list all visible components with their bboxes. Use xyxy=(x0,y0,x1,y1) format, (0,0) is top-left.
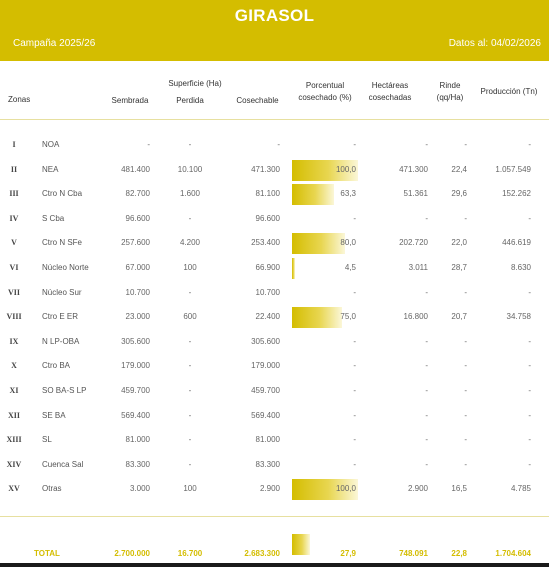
sembrada-value: 81.000 xyxy=(125,435,150,445)
perdida-value: 600 xyxy=(183,312,197,322)
total-produccion: 1.704.604 xyxy=(495,549,531,558)
pct-value: - xyxy=(353,361,356,371)
total-divider xyxy=(0,516,549,517)
col-header-cosechable: Cosechable xyxy=(236,96,279,105)
pct-value: 80,0 xyxy=(340,238,356,248)
col-header-produccion: Producción (Tn) xyxy=(480,87,538,96)
zone-name: S Cba xyxy=(42,213,65,223)
pct-value: - xyxy=(353,287,356,297)
produccion-value: 34.758 xyxy=(506,312,531,322)
produccion-value: - xyxy=(528,336,531,346)
rinde-value: - xyxy=(464,336,467,346)
col-header-hectareas-line1: Hectáreas xyxy=(371,81,409,90)
cosechable-value: 179.000 xyxy=(251,361,280,371)
cosechable-value: 305.600 xyxy=(251,336,280,346)
zone-name: NEA xyxy=(42,164,59,174)
produccion-value: - xyxy=(528,410,531,420)
sembrada-value: 179.000 xyxy=(121,361,150,371)
sembrada-value: 481.400 xyxy=(121,164,150,174)
col-header-porcentual xyxy=(290,80,360,104)
rinde-value: - xyxy=(464,287,467,297)
produccion-value: 4.785 xyxy=(510,484,531,494)
pct-value: 75,0 xyxy=(340,312,356,322)
hectareas-value: - xyxy=(425,140,428,149)
row-number: VII xyxy=(7,287,20,297)
perdida-value: - xyxy=(188,410,192,420)
row-number: VI xyxy=(9,263,19,272)
pct-value: - xyxy=(353,410,356,420)
perdida-value: 100 xyxy=(183,263,197,272)
pct-value: 4,5 xyxy=(344,263,356,272)
hectareas-value: - xyxy=(425,435,428,445)
col-header-rinde-line2: (qq/Ha) xyxy=(436,93,464,102)
rinde-value: - xyxy=(464,213,467,223)
row-number: XI xyxy=(9,386,19,395)
produccion-value: 446.619 xyxy=(502,238,531,248)
zone-name: SE BA xyxy=(42,410,66,420)
total-hectareas: 748.091 xyxy=(399,549,428,558)
total-cosechable: 2.683.300 xyxy=(244,549,280,558)
rinde-value: 28,7 xyxy=(451,263,467,272)
row-number: I xyxy=(12,140,16,149)
cosechable-value: 10.700 xyxy=(255,287,280,297)
pct-value: 100,0 xyxy=(335,484,356,494)
sembrada-value: 82.700 xyxy=(125,189,150,199)
sembrada-value: 23.000 xyxy=(125,312,150,322)
zone-name: Cuenca Sal xyxy=(42,459,84,469)
cosechable-value: 83.300 xyxy=(255,459,280,469)
col-header-zonas: Zonas xyxy=(8,95,31,104)
rinde-value: - xyxy=(464,410,467,420)
row-number: XIV xyxy=(6,459,22,469)
hectareas-value: - xyxy=(425,410,428,420)
total-perdida: 16.700 xyxy=(177,549,203,558)
produccion-value: - xyxy=(528,386,531,395)
sembrada-value: 96.600 xyxy=(125,213,150,223)
hectareas-value: 16.800 xyxy=(403,312,428,322)
zone-name: Ctro N SFe xyxy=(42,238,83,248)
zone-name: Ctro E ER xyxy=(42,312,79,322)
rinde-value: 16,5 xyxy=(451,484,467,494)
rinde-value: 20,7 xyxy=(451,312,467,322)
produccion-value: - xyxy=(528,361,531,371)
perdida-value: 100 xyxy=(183,484,197,494)
sembrada-value: 569.400 xyxy=(121,410,150,420)
produccion-value: - xyxy=(528,435,531,445)
sembrada-value: 459.700 xyxy=(121,386,150,395)
row-number: III xyxy=(9,189,19,199)
hectareas-value: 51.361 xyxy=(403,189,428,199)
perdida-value: - xyxy=(188,459,192,469)
sembrada-value: 10.700 xyxy=(125,287,150,297)
perdida-value: - xyxy=(188,386,192,395)
col-header-rinde-line1: Rinde xyxy=(439,81,461,90)
produccion-value: 1.057.549 xyxy=(495,164,531,174)
sembrada-value: 67.000 xyxy=(125,263,150,272)
pct-value: - xyxy=(353,336,356,346)
hectareas-value: 471.300 xyxy=(399,164,428,174)
sembrada-value: 3.000 xyxy=(129,484,150,494)
pct-value: - xyxy=(353,140,356,149)
zone-name: Núcleo Norte xyxy=(42,263,89,272)
data-date-label: Datos al: 04/02/2026 xyxy=(448,38,541,49)
cosechable-value: 459.700 xyxy=(251,386,280,395)
sembrada-value: - xyxy=(147,140,150,149)
hectareas-value: 2.900 xyxy=(407,484,428,494)
cosechable-value: 569.400 xyxy=(251,410,280,420)
perdida-value: - xyxy=(188,336,192,346)
hectareas-value: - xyxy=(425,336,428,346)
cosechable-value: 22.400 xyxy=(255,312,280,322)
row-number: XV xyxy=(8,484,20,494)
cosechable-value: 81.000 xyxy=(255,435,280,445)
zone-name: NOA xyxy=(42,140,60,149)
total-label: TOTAL xyxy=(34,549,60,558)
perdida-value: 4.200 xyxy=(179,238,201,248)
pct-value: - xyxy=(353,435,356,445)
sembrada-value: 83.300 xyxy=(125,459,150,469)
produccion-value: 152.262 xyxy=(502,189,531,199)
sembrada-value: 305.600 xyxy=(121,336,150,346)
rinde-value: 29,6 xyxy=(451,189,467,199)
col-header-sembrada: Sembrada xyxy=(111,96,149,105)
col-header-superficie: Superficie (Ha) xyxy=(168,79,222,88)
hectareas-value: - xyxy=(425,213,428,223)
zone-name: SO BA-S LP xyxy=(42,386,87,395)
col-header-rinde xyxy=(430,80,470,104)
rinde-value: 22,4 xyxy=(451,164,467,174)
pct-value: 63,3 xyxy=(340,189,356,199)
row-number: II xyxy=(10,164,18,174)
total-sembrada: 2.700.000 xyxy=(114,549,150,558)
zone-name: Ctro N Cba xyxy=(42,189,83,199)
hectareas-value: - xyxy=(425,287,428,297)
cosechable-value: 81.100 xyxy=(255,189,280,199)
rinde-value: - xyxy=(464,140,467,149)
row-number: VIII xyxy=(6,312,22,322)
perdida-value: 10.100 xyxy=(177,164,203,174)
campaign-label: Campaña 2025/26 xyxy=(13,38,96,49)
cosechable-value: 96.600 xyxy=(255,213,280,223)
col-header-porcentual-line2: cosechado (%) xyxy=(298,93,352,102)
pct-value: - xyxy=(353,213,356,223)
hectareas-value: 3.011 xyxy=(408,263,428,272)
rinde-value: - xyxy=(464,386,467,395)
hectareas-value: 202.720 xyxy=(399,238,428,248)
row-number: IX xyxy=(9,336,19,346)
cosechable-value: 2.900 xyxy=(259,484,280,494)
produccion-value: - xyxy=(528,213,531,223)
col-header-porcentual-line1: Porcentual xyxy=(305,81,345,90)
total-rinde: 22,8 xyxy=(451,549,467,558)
perdida-value: - xyxy=(188,213,192,223)
rinde-value: 22,0 xyxy=(451,238,467,248)
cosechable-value: 471.300 xyxy=(251,164,280,174)
row-number: IV xyxy=(9,213,19,223)
pct-value: 100,0 xyxy=(335,164,356,174)
row-number: XII xyxy=(7,410,20,420)
cosechable-value: - xyxy=(277,140,280,149)
hectareas-value: - xyxy=(425,361,428,371)
page-title: GIRASOL xyxy=(234,6,315,25)
produccion-value: 8.630 xyxy=(510,263,531,272)
row-number: V xyxy=(11,238,17,248)
header-banner xyxy=(0,0,549,61)
col-header-hectareas xyxy=(360,80,420,104)
rinde-value: - xyxy=(464,435,467,445)
cosechable-value: 253.400 xyxy=(251,238,280,248)
zone-name: Ctro BA xyxy=(42,361,71,371)
pct-value: - xyxy=(353,386,356,395)
perdida-value: - xyxy=(188,287,192,297)
produccion-value: - xyxy=(528,459,531,469)
header-divider xyxy=(0,119,549,120)
col-header-perdida: Perdida xyxy=(176,96,204,105)
row-number: X xyxy=(11,361,17,371)
row-number: XIII xyxy=(6,435,22,445)
rinde-value: - xyxy=(464,361,467,371)
sembrada-value: 257.600 xyxy=(121,238,150,248)
pct-value: - xyxy=(353,459,356,469)
pct-bar xyxy=(292,258,295,279)
col-header-hectareas-line2: cosechadas xyxy=(368,93,412,102)
perdida-value: 1.600 xyxy=(179,189,201,199)
perdida-value: - xyxy=(188,435,192,445)
produccion-value: - xyxy=(528,287,531,297)
rinde-value: - xyxy=(464,459,467,469)
cosechable-value: 66.900 xyxy=(255,263,280,272)
perdida-value: - xyxy=(188,361,192,371)
zone-name: N LP-OBA xyxy=(42,336,80,346)
produccion-value: - xyxy=(528,140,531,149)
zone-name: SL xyxy=(42,435,52,445)
zone-name: Otras xyxy=(42,484,62,494)
perdida-value: - xyxy=(188,140,192,149)
bottom-edge xyxy=(0,563,549,567)
total-pct: 27,9 xyxy=(340,549,356,558)
zone-name: Núcleo Sur xyxy=(42,287,82,297)
hectareas-value: - xyxy=(425,386,428,395)
hectareas-value: - xyxy=(425,459,428,469)
